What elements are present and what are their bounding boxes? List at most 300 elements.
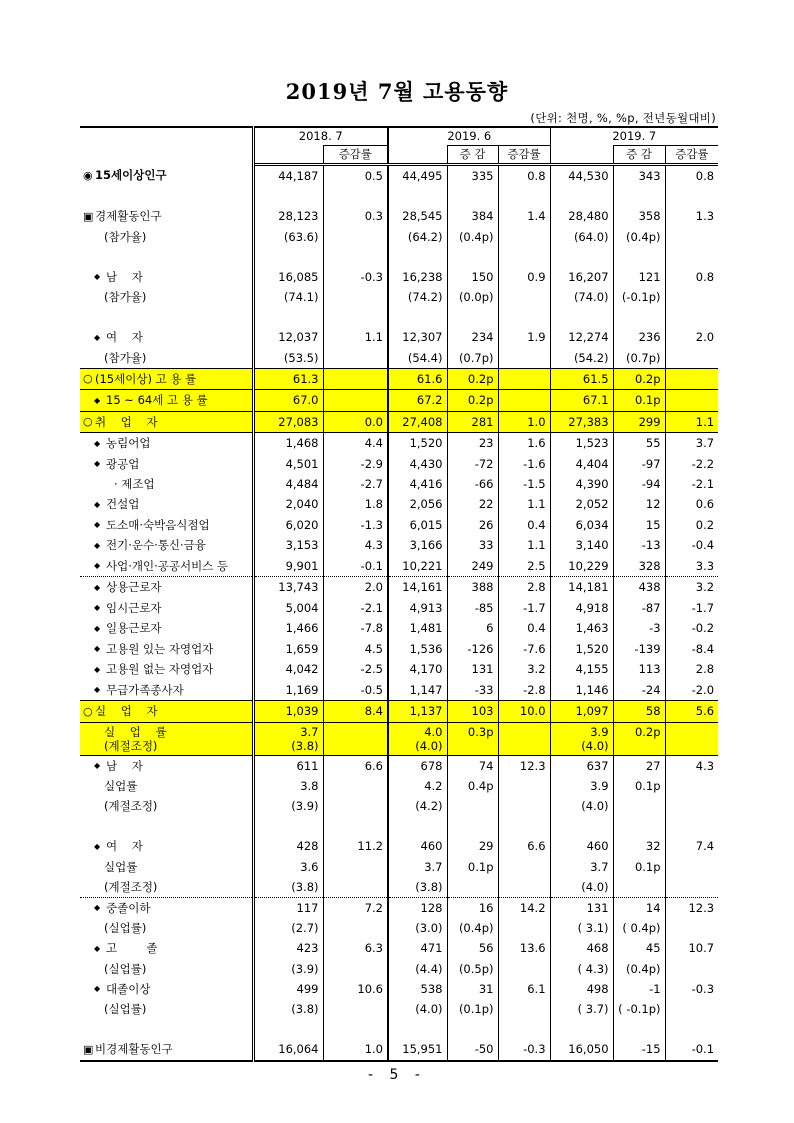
row-label-text: 여 자 (106, 330, 143, 344)
cell-c197: -87 (613, 598, 665, 619)
cell-r18: 10.6 (323, 979, 388, 1000)
row-label (80, 659, 253, 680)
diamond-bullet-icon: ◆ (94, 685, 101, 694)
cell-r196: 2.8 (498, 577, 550, 598)
cell-c197 (613, 796, 665, 816)
row-label (80, 411, 253, 433)
row-label-text: (계절조정) (104, 879, 158, 894)
cell-r196: 1.1 (498, 494, 550, 515)
cell-v197: 3,140 (550, 535, 613, 556)
row-label-text: (실업률) (104, 921, 147, 935)
cell-r197: -2.0 (665, 680, 718, 701)
cell-v196: 6,015 (388, 515, 447, 536)
cell-r197 (665, 959, 718, 979)
diamond-bullet-icon: ◆ (94, 984, 101, 993)
cell-v18: 3.7 (3.8) (253, 722, 323, 755)
diamond-bullet-icon: ◆ (94, 603, 101, 612)
cell-v18: 44,187 (253, 165, 323, 187)
cell-r18 (323, 959, 388, 979)
cell-r197: -0.2 (691, 621, 715, 636)
cell-r197: 0.8 (695, 269, 715, 284)
row-label (80, 938, 253, 959)
cell-v197: 460 (550, 836, 613, 857)
cell-v18: (74.1) (253, 287, 323, 307)
cell-v196: (4.2) (388, 796, 447, 816)
cell-v196: (74.2) (388, 287, 447, 307)
cell-v196: 28,545 (388, 206, 447, 227)
row-label (80, 165, 253, 187)
cell-c196: -126 (447, 639, 498, 660)
cell-r196: -7.6 (498, 639, 550, 660)
cell-r197: 3.7 (695, 436, 715, 451)
cell-v18: (3.9) (253, 959, 323, 979)
cell-v196: (4.4) (388, 959, 447, 979)
cell-r196: -1.6 (498, 454, 550, 475)
cell-v196: 14,161 (388, 577, 447, 598)
cell-v18: 423 (253, 938, 323, 959)
spacer-row (80, 307, 718, 327)
cell-v18: 1,659 (253, 639, 323, 660)
cell-r196: 1.6 (498, 433, 550, 454)
table-row (80, 535, 718, 556)
cell-c196: 0.2p (447, 368, 498, 390)
cell-c196: 74 (447, 755, 498, 776)
row-label-text: 실 업 률 (104, 724, 167, 739)
cell-r197 (665, 390, 718, 412)
cell-v197: 1,463 (550, 618, 613, 639)
cell-v196: 12,307 (388, 327, 447, 348)
cell-v18: 12,037 (253, 327, 323, 348)
cell-v196: 61.6 (388, 368, 447, 390)
cell-r196: 12.3 (498, 755, 550, 776)
row-label-text: 15 ~ 64세 고 용 률 (106, 393, 208, 407)
diamond-bullet-icon: ◆ (94, 540, 101, 550)
cell-c197: 236 (613, 327, 665, 348)
cell-c197: -139 (613, 639, 665, 660)
cell-r197: -8.4 (691, 641, 715, 656)
table-row (80, 390, 718, 412)
cell-v197: 1,146 (550, 680, 613, 701)
cell-v196: 3,166 (388, 535, 447, 556)
circle-open-icon: ○ (83, 704, 93, 718)
cell-c196: -72 (447, 454, 498, 475)
row-label (80, 755, 253, 776)
cell-r196: 1.4 (498, 206, 550, 227)
cell-c197: 58 (613, 701, 665, 723)
cell-c197: 14 (613, 897, 665, 918)
cell-c196: 103 (447, 701, 498, 723)
row-label-text: 15세이상인구 (95, 168, 167, 182)
cell-r18: -1.3 (323, 515, 388, 536)
cell-c196: 388 (447, 577, 498, 598)
cell-r196: 0.4 (498, 618, 550, 639)
cell-r196 (498, 287, 550, 307)
cell-r18: 0.5 (323, 165, 388, 187)
table-row (80, 454, 718, 475)
table-row (80, 959, 718, 979)
spacer-row (80, 247, 718, 267)
cell-r196: 10.0 (498, 701, 550, 723)
cell-r197: -0.3 (691, 981, 715, 996)
row-label (80, 836, 253, 857)
header-2019-6: 2019. 6 (388, 127, 550, 146)
cell-r18 (323, 390, 388, 412)
table-row (80, 836, 718, 857)
cell-r196: -0.3 (498, 1039, 550, 1061)
cell-r18 (323, 722, 388, 755)
cell-c197: (0.4p) (613, 959, 665, 979)
row-label (80, 918, 253, 938)
cell-r197 (665, 796, 718, 816)
cell-v197: 1,523 (550, 433, 613, 454)
cell-v18: 16,064 (253, 1039, 323, 1061)
cell-v18: 4,042 (253, 659, 323, 680)
cell-v197: (4.0) (550, 877, 613, 898)
cell-v18: 117 (253, 897, 323, 918)
row-label-text: 임시근로자 (106, 600, 162, 615)
cell-c196: (0.5p) (447, 959, 498, 979)
table-row (80, 755, 718, 776)
diamond-bullet-icon: ◆ (94, 499, 101, 509)
cell-v197: 498 (550, 979, 613, 1000)
row-label (80, 959, 253, 979)
cell-c196: 0.1p (447, 857, 498, 877)
cell-r18: 8.4 (323, 701, 388, 723)
cell-v197: 6,034 (550, 515, 613, 536)
cell-v196: 4,913 (388, 598, 447, 619)
cell-v197: 61.5 (550, 368, 613, 390)
row-label (80, 368, 253, 390)
table-row (80, 206, 718, 227)
cell-r196: 2.5 (498, 556, 550, 577)
row-label-text: 도소매·숙박음식점업 (106, 517, 210, 532)
cell-v197: 44,530 (550, 165, 613, 187)
cell-r18: -0.5 (323, 680, 388, 701)
row-label-text: 실업률 (104, 779, 138, 793)
cell-r196: 1.9 (498, 327, 550, 348)
header-row-periods (80, 127, 718, 146)
cell-v18: (2.7) (253, 918, 323, 938)
cell-r196 (498, 776, 550, 796)
table-row (80, 165, 718, 187)
header-rate-2019-7: 증감률 (665, 146, 718, 165)
cell-c196: 234 (447, 327, 498, 348)
row-label (80, 515, 253, 536)
row-label (80, 348, 253, 369)
row-label-text: (참가율) (104, 350, 147, 365)
cell-r196 (498, 999, 550, 1019)
row-label (80, 701, 253, 723)
cell-v197: (74.0) (550, 287, 613, 307)
cell-r18: -2.9 (323, 454, 388, 475)
row-label (80, 857, 253, 877)
cell-r197: 4.3 (695, 758, 715, 773)
cell-r196: 13.6 (498, 938, 550, 959)
cell-v197: 637 (550, 755, 613, 776)
cell-v196: 4,170 (388, 659, 447, 680)
table-row (80, 474, 718, 494)
table-row (80, 938, 718, 959)
cell-r18: 4.3 (323, 535, 388, 556)
cell-c197: 0.2p (613, 368, 665, 390)
cell-c197: -24 (613, 680, 665, 701)
cell-r197: -2.2 (691, 456, 715, 471)
cell-r197: 3.3 (665, 556, 718, 577)
diamond-bullet-icon: ◆ (94, 644, 101, 653)
cell-c196: -50 (447, 1039, 498, 1061)
cell-v197: 10,229 (550, 556, 613, 577)
cell-v196: 44,495 (388, 165, 447, 187)
cell-r18 (323, 999, 388, 1019)
cell-r196: 0.9 (498, 267, 550, 288)
row-label-text: 사업·개인·공공서비스 등 (106, 558, 229, 573)
diamond-bullet-icon: ◆ (94, 582, 101, 592)
cell-c197: -3 (613, 618, 665, 639)
cell-r196 (498, 368, 550, 390)
diamond-bullet-icon: ◆ (94, 664, 101, 674)
table-row (80, 701, 718, 723)
table-row (80, 877, 718, 898)
cell-c197: 0.1p (613, 857, 665, 877)
cell-c196: 33 (447, 535, 498, 556)
cell-v18: 61.3 (253, 368, 323, 390)
row-label-text: (실업률) (104, 1002, 147, 1016)
cell-r197: -1.7 (691, 600, 715, 615)
row-label-text: 고용원 없는 자영업자 (106, 662, 214, 676)
table-row (80, 494, 718, 515)
cell-v197: 16,207 (550, 267, 613, 288)
cell-v197: 14,181 (550, 577, 613, 598)
cell-c197: 55 (613, 433, 665, 454)
cell-c196: 16 (447, 897, 498, 918)
cell-r196 (498, 959, 550, 979)
cell-v197: 131 (550, 897, 613, 918)
cell-v196: 128 (388, 897, 447, 918)
cell-c197: 299 (613, 411, 665, 433)
cell-r197 (665, 227, 718, 247)
row-label (80, 454, 253, 475)
cell-v18: 1,468 (253, 433, 323, 454)
row-label (80, 722, 253, 755)
row-label (80, 1039, 253, 1061)
cell-v197: 3.9 (4.0) (550, 722, 613, 755)
cell-r197: 0.2 (695, 517, 715, 532)
cell-c197: 438 (613, 577, 665, 598)
table-row (80, 327, 718, 348)
row-label-text: (실업률) (104, 961, 147, 976)
cell-c196: 281 (447, 411, 498, 433)
cell-c196: 22 (447, 494, 498, 515)
cell-v196: 1,147 (388, 680, 447, 701)
cell-c197: (0.4p) (613, 227, 665, 247)
cell-v18: (3.9) (253, 796, 323, 816)
cell-r196: 3.2 (498, 659, 550, 680)
cell-r197 (665, 287, 718, 307)
row-label-text: 실업률 (104, 859, 138, 874)
table-row (80, 659, 718, 680)
cell-v18: (3.8) (253, 999, 323, 1019)
cell-v18: 6,020 (253, 515, 323, 536)
cell-c197: -15 (613, 1039, 665, 1061)
table-body (80, 165, 718, 1061)
cell-c196: 335 (447, 165, 498, 187)
spacer-row (80, 816, 718, 836)
table-row (80, 1039, 718, 1061)
cell-c197: 328 (613, 556, 665, 577)
cell-v196: 10,221 (388, 556, 447, 577)
row-label-text: (참가율) (104, 290, 147, 304)
cell-r197: 2.0 (695, 330, 715, 345)
row-label (80, 897, 253, 918)
row-label-text: 남 자 (106, 758, 143, 773)
cell-v197: ( 3.7) (550, 999, 613, 1019)
row-label-text: 중졸이하 (106, 900, 151, 915)
row-label-text: 여 자 (106, 839, 143, 853)
cell-v196: (3.8) (388, 877, 447, 898)
employment-table (80, 126, 718, 1062)
cell-v18: 2,040 (253, 494, 323, 515)
header-2018-7: 2018. 7 (253, 127, 388, 146)
row-label (80, 227, 253, 247)
cell-r18 (323, 857, 388, 877)
cell-r196: 6.1 (498, 979, 550, 1000)
cell-r196 (498, 918, 550, 938)
cell-v18: 27,083 (253, 411, 323, 433)
table-row (80, 857, 718, 877)
square-filled-icon: ▣ (83, 209, 94, 223)
row-label-text: 광공업 (106, 456, 140, 471)
cell-v18: 1,169 (253, 680, 323, 701)
cell-r197: 1.3 (695, 209, 715, 224)
cell-v196: 67.2 (388, 390, 447, 412)
cell-c196: (0.1p) (447, 999, 498, 1019)
diamond-bullet-icon: ◆ (94, 332, 101, 342)
cell-r18: -0.3 (323, 267, 388, 288)
row-label (80, 877, 253, 898)
square-filled-icon: ▣ (83, 1042, 94, 1056)
cell-r197 (665, 368, 718, 390)
header-change-2019-7: 증 감 (613, 146, 665, 165)
cell-v18: (3.8) (253, 877, 323, 898)
table-row (80, 722, 718, 755)
table-row (80, 515, 718, 536)
cell-c197: (0.7p) (613, 348, 665, 369)
diamond-bullet-icon: ◆ (94, 459, 101, 468)
row-label (80, 556, 253, 577)
table-row (80, 348, 718, 369)
cell-c197: 12 (613, 494, 665, 515)
cell-r196: -1.7 (498, 598, 550, 619)
cell-v18: 28,123 (253, 206, 323, 227)
cell-v196: 538 (388, 979, 447, 1000)
cell-c197: ( -0.1p) (613, 999, 665, 1019)
cell-v197: 468 (550, 938, 613, 959)
cell-r196 (498, 796, 550, 816)
row-label (80, 474, 253, 494)
cell-c196: 384 (447, 206, 498, 227)
cell-c196: 150 (447, 267, 498, 288)
cell-r18: 0.3 (323, 206, 388, 227)
cell-r197: 12.3 (688, 900, 715, 915)
cell-v197: 3.7 (550, 857, 613, 877)
cell-c196: 6 (447, 618, 498, 639)
circle-open-icon: ○ (83, 415, 93, 428)
row-label-text: (참가율) (104, 229, 147, 244)
cell-v18: 13,743 (253, 577, 323, 598)
cell-v18: 3,153 (253, 535, 323, 556)
cell-c197: -97 (613, 454, 665, 475)
cell-v197: (64.0) (550, 227, 613, 247)
cell-r197: 0.6 (695, 497, 715, 512)
cell-v197: 1,097 (550, 701, 613, 723)
row-label-text: 고 졸 (106, 941, 158, 955)
row-label-text: (15세이상) 고 용 률 (95, 371, 197, 386)
table-row (80, 433, 718, 454)
table-row (80, 897, 718, 918)
table-row (80, 680, 718, 701)
cell-v197: 4,404 (550, 454, 613, 475)
row-label (80, 267, 253, 288)
cell-v18: 67.0 (253, 390, 323, 412)
header-rate-2019-6: 증감률 (498, 146, 550, 165)
row-label-text: 실 업 자 (95, 704, 158, 718)
cell-c196: -66 (447, 474, 498, 494)
cell-v196: 3.7 (388, 857, 447, 877)
cell-c196: -85 (447, 598, 498, 619)
diamond-bullet-icon: ◆ (94, 841, 101, 851)
cell-v18: 1,039 (253, 701, 323, 723)
cell-c196: (0.0p) (447, 287, 498, 307)
table-row (80, 368, 718, 390)
row-label-text: 농림어업 (106, 436, 151, 450)
cell-c197: -1 (613, 979, 665, 1000)
cell-r197: -2.1 (691, 477, 715, 491)
cell-v197: ( 4.3) (550, 959, 613, 979)
cell-c197: -13 (613, 535, 665, 556)
diamond-bullet-icon: ◆ (94, 761, 101, 770)
cell-v196: 1,536 (388, 639, 447, 660)
row-label-text: 상용근로자 (106, 580, 162, 594)
spacer-row (80, 186, 718, 206)
cell-c196 (447, 877, 498, 898)
cell-v196: 16,238 (388, 267, 447, 288)
diamond-bullet-icon: ◆ (94, 520, 101, 529)
cell-r18: 1.0 (323, 1039, 388, 1061)
cell-r197: 0.8 (695, 169, 715, 183)
row-label-text: 무급가족종사자 (106, 682, 184, 697)
row-label (80, 979, 253, 1000)
cell-r196 (498, 227, 550, 247)
cell-v18: (63.6) (253, 227, 323, 247)
cell-r18: 6.3 (323, 938, 388, 959)
cell-c196: 0.3p (447, 722, 498, 755)
cell-r18 (323, 227, 388, 247)
cell-v197: 12,274 (550, 327, 613, 348)
row-label (80, 680, 253, 701)
cell-v197: 16,050 (550, 1039, 613, 1061)
diamond-bullet-icon: ◆ (94, 943, 101, 953)
cell-c197: 0.2p (613, 722, 665, 755)
cell-r18 (323, 287, 388, 307)
diamond-bullet-icon: ◆ (94, 438, 101, 448)
cell-r18: 11.2 (323, 836, 388, 857)
cell-v18: (53.5) (253, 348, 323, 369)
cell-v197: 28,480 (550, 206, 613, 227)
cell-v197: 67.1 (550, 390, 613, 412)
cell-v18: 4,484 (253, 474, 323, 494)
cell-r196: 1.0 (498, 411, 550, 433)
cell-c197: 358 (613, 206, 665, 227)
